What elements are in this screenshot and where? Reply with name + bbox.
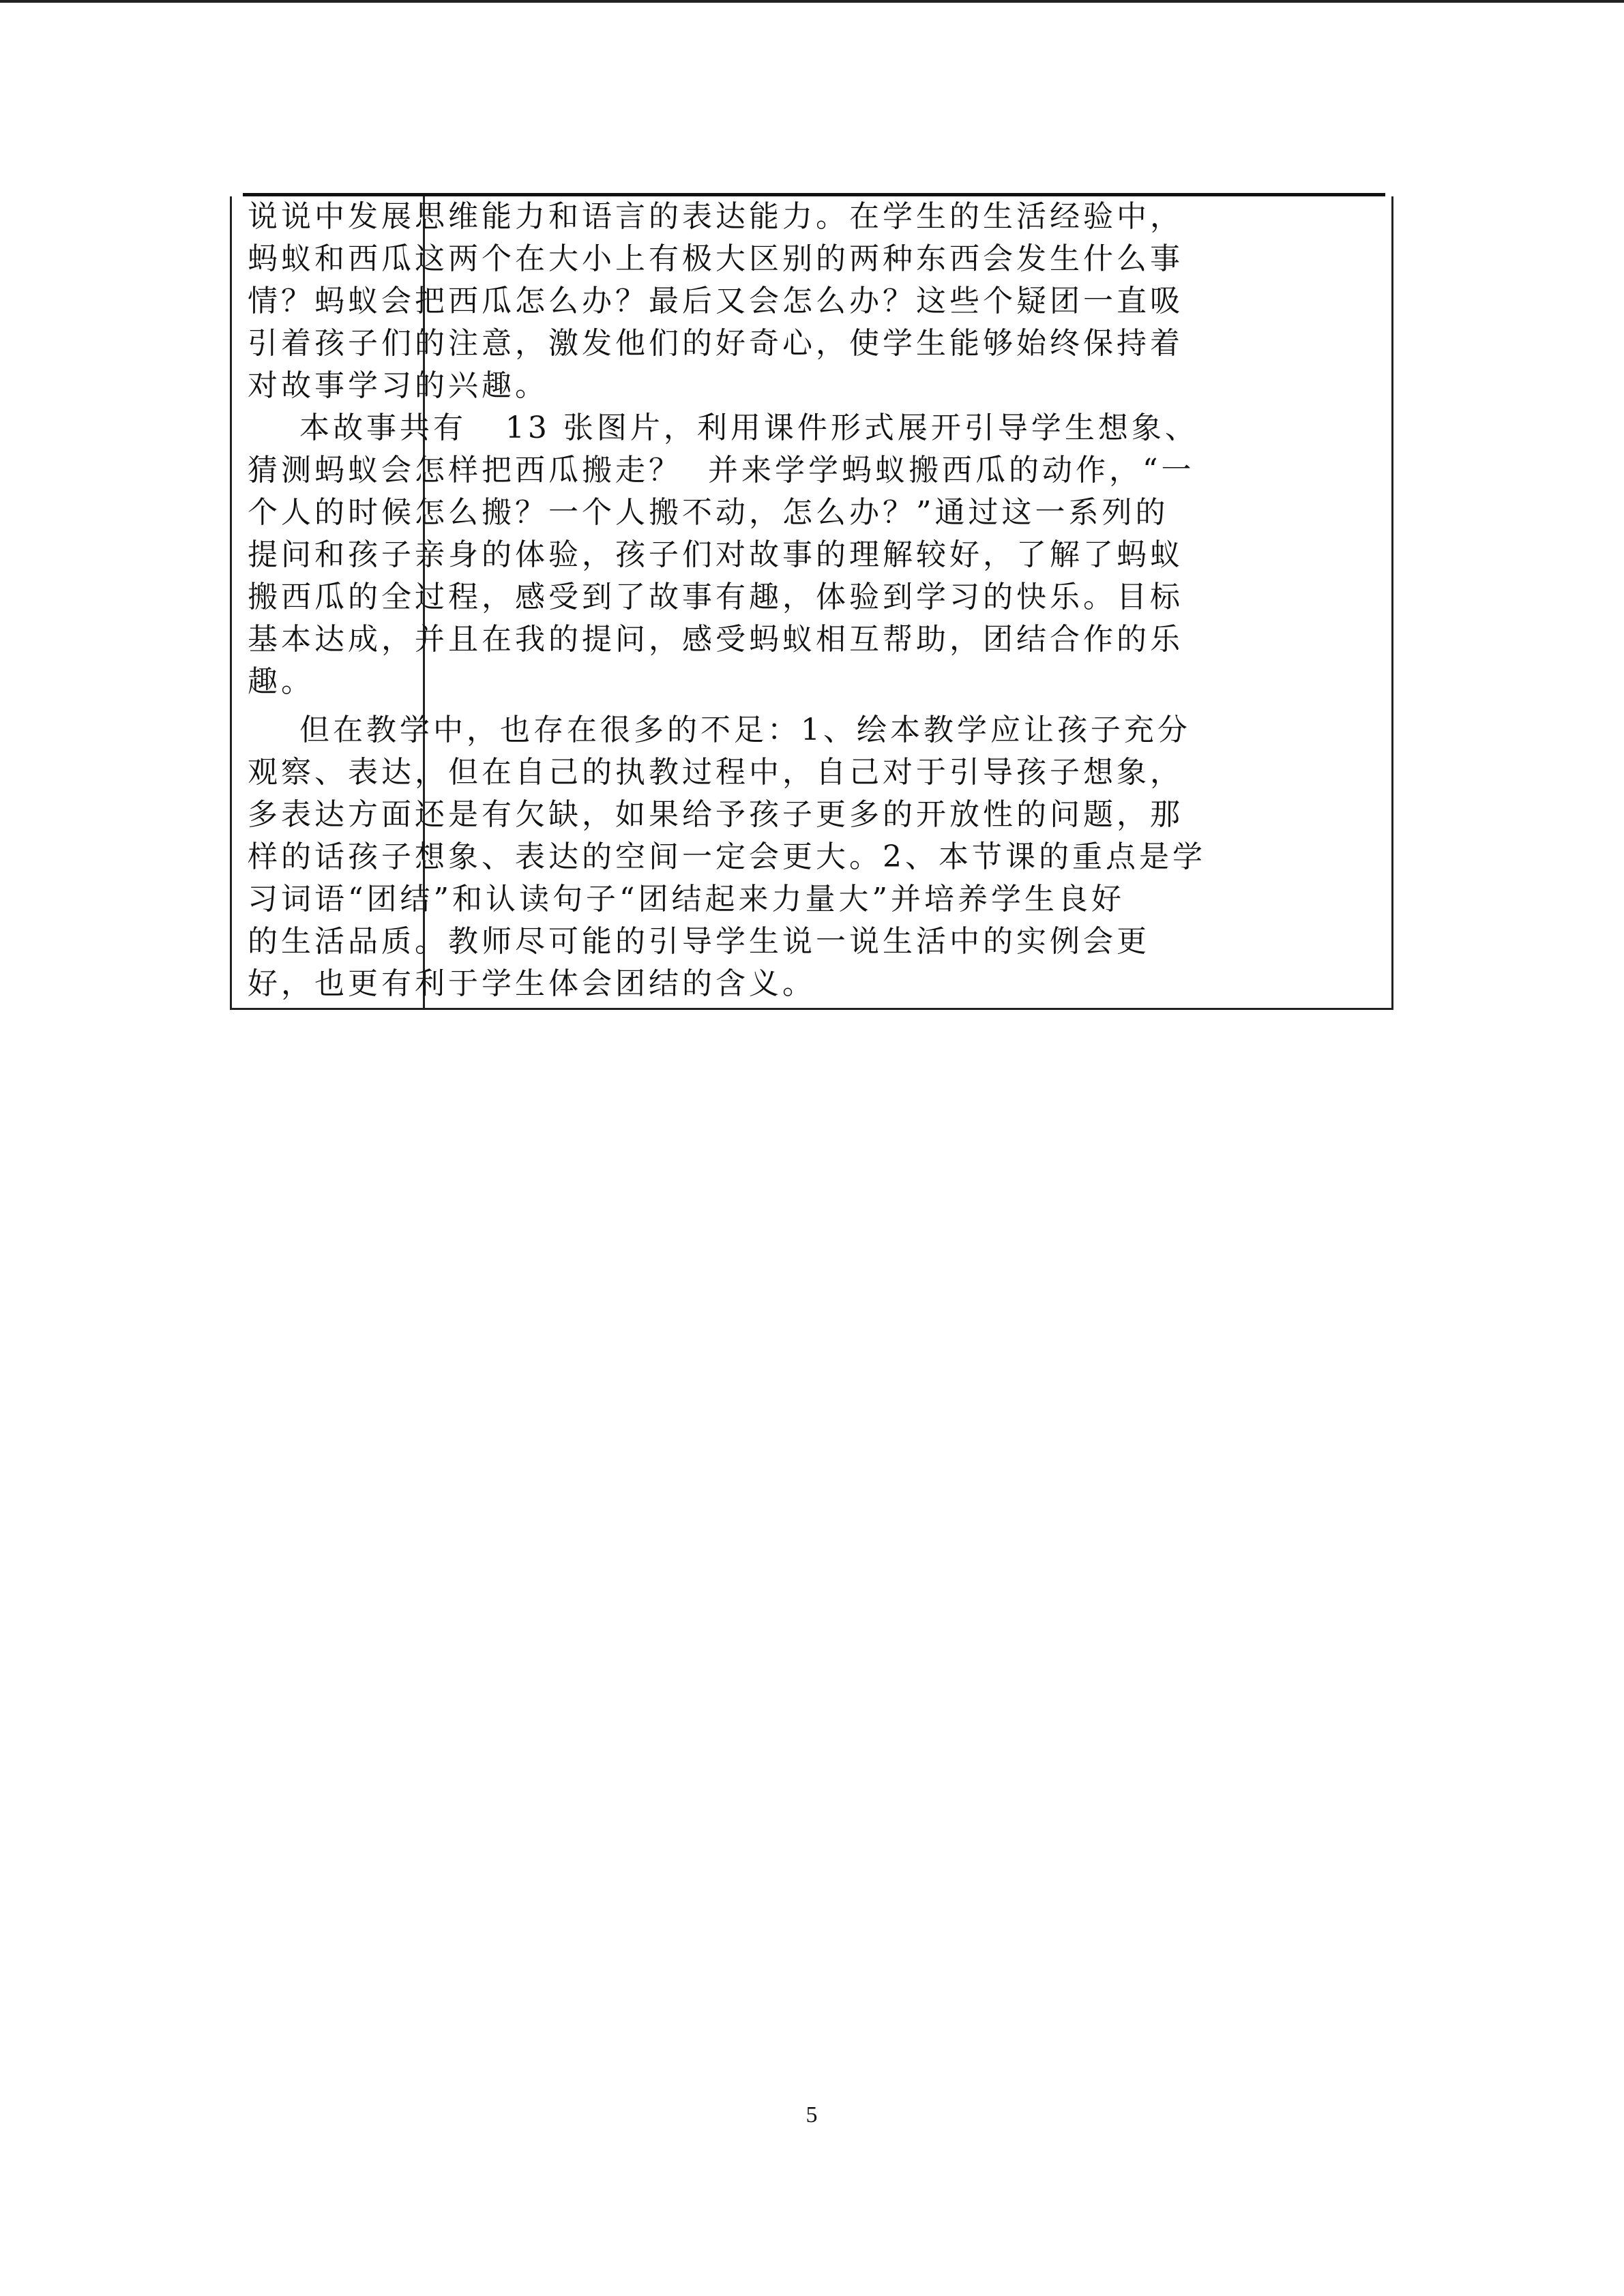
- page-number: 5: [806, 2102, 818, 2128]
- text-line-5: 对故事学习的兴趣。: [248, 368, 548, 403]
- text-line-19: 好，也更有利于学生体会团结的含义。: [248, 966, 816, 1001]
- text-line-12: 趣。: [248, 664, 314, 699]
- text-line-4: 引着孩子们的注意，激发他们的好奇心，使学生能够始终保持着: [248, 326, 1183, 361]
- page-top-edge: [0, 0, 1624, 3]
- text-line-1: 说说中发展思维能力和语言的表达能力。在学生的生活经验中，: [248, 199, 1183, 234]
- text-line-7: 猜测蚂蚁会怎样把西瓜搬走？ 并来学学蚂蚁搬西瓜的动作，“一: [248, 453, 1195, 488]
- text-line-10: 搬西瓜的全过程，感受到了故事有趣，体验到学习的快乐。目标: [248, 580, 1183, 614]
- text-line-8: 个人的时候怎么搬？一个人搬不动，怎么办？”通过这一系列的: [248, 495, 1169, 530]
- text-line-15: 多表达方面还是有欠缺，如果给予孩子更多的开放性的问题，那: [248, 797, 1183, 832]
- text-line-6: 本故事共有 13 张图片，利用课件形式展开引导学生想象、: [248, 411, 1198, 445]
- text-line-9: 提问和孩子亲身的体验，孩子们对故事的理解较好，了解了蚂蚁: [248, 537, 1183, 572]
- text-line-13: 但在教学中，也存在很多的不足：1、绘本教学应让孩子充分: [248, 713, 1191, 747]
- text-line-17: 习词语“团结”和认读句子“团结起来力量大”并培养学生良好: [248, 882, 1125, 916]
- text-line-14: 观察、表达，但在自己的执教过程中，自己对于引导孩子想象，: [248, 755, 1183, 790]
- text-line-2: 蚂蚁和西瓜这两个在大小上有极大区别的两种东西会发生什么事: [248, 241, 1183, 276]
- text-line-16: 样的话孩子想象、表达的空间一定会更大。2、本节课的重点是学: [248, 839, 1206, 874]
- text-line-3: 情？蚂蚁会把西瓜怎么办？最后又会怎么办？这些个疑团一直吸: [248, 284, 1183, 318]
- text-line-18: 的生活品质。教师尽可能的引导学生说一说生活中的实例会更: [248, 924, 1150, 959]
- text-line-11: 基本达成，并且在我的提问，感受蚂蚁相互帮助，团结合作的乐: [248, 622, 1183, 657]
